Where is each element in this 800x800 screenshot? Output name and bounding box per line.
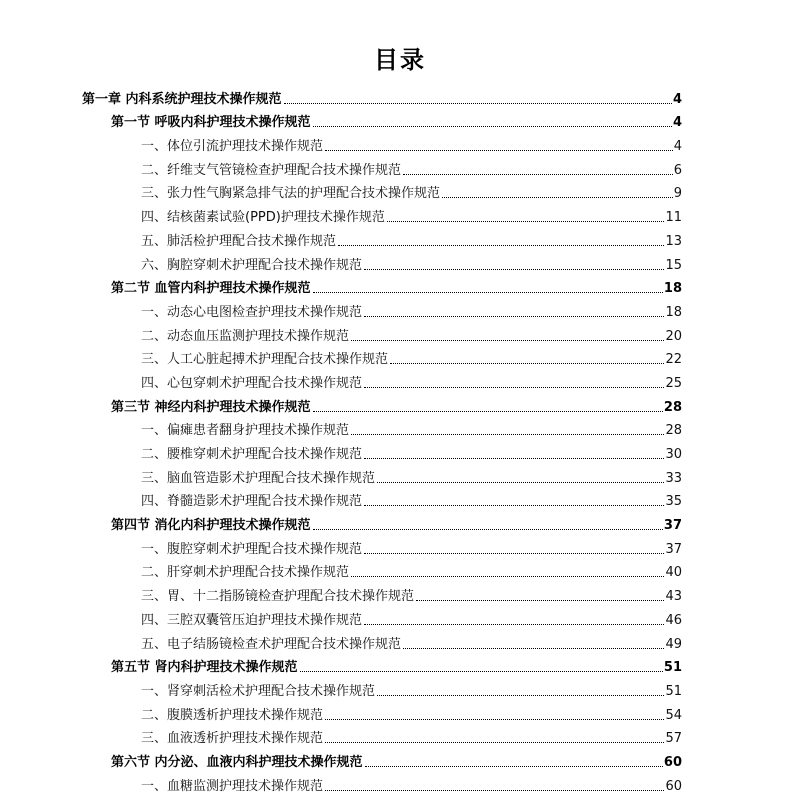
toc-entry-label: 二、腰椎穿刺术护理配合技术操作规范 xyxy=(141,447,363,462)
toc-page-number: 15 xyxy=(665,257,682,273)
toc-dot-leader xyxy=(364,505,664,506)
toc-entry-label: 第一节 呼吸内科护理技术操作规范 xyxy=(111,115,311,131)
toc-entry-label: 二、肝穿刺术护理配合技术操作规范 xyxy=(141,565,350,581)
toc-dot-leader xyxy=(364,624,664,625)
toc-page-number: 54 xyxy=(665,707,682,723)
toc-page-number: 37 xyxy=(663,518,682,534)
toc-entry-label: 一、偏瘫患者翻身护理技术操作规范 xyxy=(141,423,350,439)
toc-dot-leader xyxy=(403,648,664,649)
toc-entry-label: 三、胃、十二指肠镜检查护理配合技术操作规范 xyxy=(141,589,415,605)
toc-item-entry[interactable] xyxy=(141,297,682,321)
toc-section-entry[interactable] xyxy=(111,274,682,298)
toc-entry-label: 四、心包穿刺术护理配合技术操作规范 xyxy=(141,375,363,391)
toc-dot-leader xyxy=(351,576,664,577)
toc-item-entry[interactable] xyxy=(141,534,682,558)
toc-entry-label: 三、脑血管造影术护理配合技术操作规范 xyxy=(141,470,376,486)
toc-item-entry[interactable] xyxy=(141,368,682,392)
toc-list xyxy=(0,84,800,795)
toc-item-entry[interactable] xyxy=(141,724,682,748)
toc-dot-leader xyxy=(416,600,664,601)
toc-page-number: 46 xyxy=(665,612,682,628)
toc-page-number: 35 xyxy=(665,494,682,510)
toc-page-number: 18 xyxy=(663,281,682,297)
toc-page-number: 51 xyxy=(663,660,682,676)
toc-section-entry[interactable] xyxy=(111,392,682,416)
toc-dot-leader xyxy=(300,671,663,672)
toc-item-entry[interactable] xyxy=(141,439,682,463)
toc-entry-label: 第五节 肾内科护理技术操作规范 xyxy=(111,660,298,676)
toc-entry-label: 四、结核菌素试验(PPD)护理技术操作规范 xyxy=(141,210,385,226)
toc-item-entry[interactable] xyxy=(141,581,682,605)
toc-section-entry[interactable] xyxy=(111,653,682,677)
toc-dot-leader xyxy=(377,482,664,483)
toc-page-number: 4 xyxy=(672,91,682,107)
toc-item-entry[interactable] xyxy=(141,131,682,155)
toc-item-entry[interactable] xyxy=(141,700,682,724)
toc-page-number: 11 xyxy=(665,210,682,226)
toc-item-entry[interactable] xyxy=(141,202,682,226)
toc-page-number: 9 xyxy=(673,186,682,202)
toc-section-entry[interactable] xyxy=(111,510,682,534)
toc-dot-leader xyxy=(403,174,673,175)
toc-dot-leader xyxy=(364,316,664,317)
toc-page-number: 18 xyxy=(665,304,682,320)
toc-page-number: 4 xyxy=(672,115,682,131)
toc-page-number: 22 xyxy=(665,352,682,368)
toc-entry-label: 三、张力性气胸紧急排气法的护理配合技术操作规范 xyxy=(141,186,441,202)
toc-item-entry[interactable] xyxy=(141,321,682,345)
toc-entry-label: 五、肺活检护理配合技术操作规范 xyxy=(141,233,337,249)
toc-item-entry[interactable] xyxy=(141,676,682,700)
toc-entry-label: 二、动态血压监测护理技术操作规范 xyxy=(141,328,350,344)
toc-dot-leader xyxy=(364,269,664,270)
toc-page-number: 60 xyxy=(665,778,682,794)
toc-page-number: 37 xyxy=(665,541,682,557)
toc-entry-label: 一、动态心电图检查护理技术操作规范 xyxy=(141,304,363,320)
toc-dot-leader xyxy=(313,126,672,127)
toc-dot-leader xyxy=(313,411,663,412)
toc-entry-label: 四、脊髓造影术护理配合技术操作规范 xyxy=(141,494,363,510)
toc-section-entry[interactable] xyxy=(111,108,682,132)
toc-item-entry[interactable] xyxy=(141,250,682,274)
toc-title: 目录 xyxy=(374,46,426,74)
toc-entry-label: 二、腹膜透析护理技术操作规范 xyxy=(141,707,324,723)
toc-page-number: 20 xyxy=(665,328,682,344)
toc-chapter-entry[interactable] xyxy=(82,84,682,108)
toc-item-entry[interactable] xyxy=(141,345,682,369)
toc-section-entry[interactable] xyxy=(111,747,682,771)
toc-dot-leader xyxy=(387,221,665,222)
toc-dot-leader xyxy=(351,340,664,341)
toc-dot-leader xyxy=(325,719,664,720)
toc-entry-label: 一、肾穿刺活检术护理配合技术操作规范 xyxy=(141,683,376,699)
toc-page-number: 40 xyxy=(665,565,682,581)
toc-page-number: 28 xyxy=(663,399,682,415)
toc-page-number: 51 xyxy=(665,683,682,699)
toc-page-number: 13 xyxy=(665,233,682,249)
toc-entry-label: 第三节 神经内科护理技术操作规范 xyxy=(111,399,311,415)
toc-dot-leader xyxy=(351,434,664,435)
toc-item-entry[interactable] xyxy=(141,155,682,179)
toc-page-number: 57 xyxy=(665,731,682,747)
toc-page-number: 49 xyxy=(665,636,682,652)
toc-entry-label: 第二节 血管内科护理技术操作规范 xyxy=(111,281,311,297)
toc-dot-leader xyxy=(390,363,664,364)
toc-dot-leader xyxy=(313,529,663,530)
toc-dot-leader xyxy=(313,292,663,293)
toc-dot-leader xyxy=(377,695,664,696)
toc-item-entry[interactable] xyxy=(141,487,682,511)
toc-page-number: 60 xyxy=(663,754,682,770)
toc-page-number: 4 xyxy=(673,139,682,155)
toc-entry-label: 第一章 内科系统护理技术操作规范 xyxy=(82,91,282,107)
toc-entry-label: 一、血糖监测护理技术操作规范 xyxy=(141,778,324,794)
toc-item-entry[interactable] xyxy=(141,226,682,250)
toc-item-entry[interactable] xyxy=(141,179,682,203)
toc-item-entry[interactable] xyxy=(141,629,682,653)
toc-entry-label: 三、血液透析护理技术操作规范 xyxy=(141,731,324,747)
toc-entry-label: 一、腹腔穿刺术护理配合技术操作规范 xyxy=(141,541,363,557)
toc-page-number: 28 xyxy=(665,423,682,439)
toc-dot-leader xyxy=(338,245,664,246)
toc-entry-label: 第四节 消化内科护理技术操作规范 xyxy=(111,518,311,534)
toc-dot-leader xyxy=(284,103,672,104)
toc-page-number: 25 xyxy=(665,375,682,391)
toc-dot-leader xyxy=(325,790,664,791)
toc-entry-label: 五、电子结肠镜检查术护理配合技术操作规范 xyxy=(141,636,402,652)
toc-item-entry[interactable] xyxy=(141,416,682,440)
toc-item-entry[interactable] xyxy=(141,771,682,795)
toc-dot-leader xyxy=(364,458,664,459)
toc-dot-leader xyxy=(365,766,663,767)
toc-page-number: 33 xyxy=(665,470,682,486)
toc-dot-leader xyxy=(325,150,673,151)
toc-entry-label: 四、三腔双囊管压迫护理技术操作规范 xyxy=(141,612,363,628)
toc-entry-label: 第六节 内分泌、血液内科护理技术操作规范 xyxy=(111,754,363,770)
toc-dot-leader xyxy=(442,197,673,198)
toc-page-number: 6 xyxy=(673,162,682,178)
toc-entry-label: 六、胸腔穿刺术护理配合技术操作规范 xyxy=(141,257,363,273)
toc-item-entry[interactable] xyxy=(141,605,682,629)
toc-item-entry[interactable] xyxy=(141,463,682,487)
toc-entry-label: 一、体位引流护理技术操作规范 xyxy=(141,139,324,155)
toc-dot-leader xyxy=(325,742,664,743)
toc-entry-label: 三、人工心脏起搏术护理配合技术操作规范 xyxy=(141,352,389,368)
toc-page-number: 43 xyxy=(665,589,682,605)
toc-page-number: 30 xyxy=(665,447,682,462)
toc-item-entry[interactable] xyxy=(141,558,682,582)
toc-dot-leader xyxy=(364,387,664,388)
toc-entry-label: 二、纤维支气管镜检查护理配合技术操作规范 xyxy=(141,162,402,178)
toc-dot-leader xyxy=(364,553,664,554)
